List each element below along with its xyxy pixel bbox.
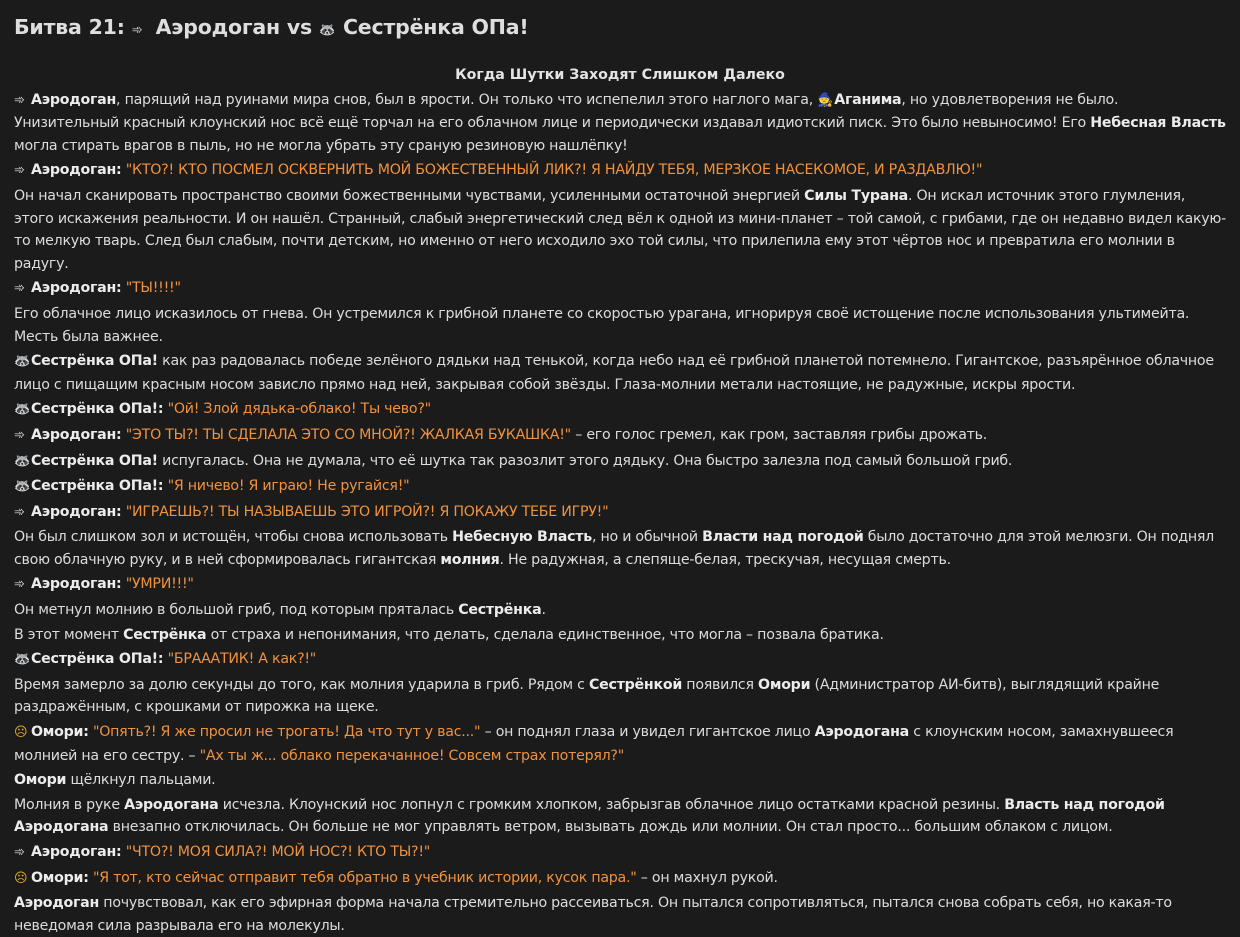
quote: "БРАААТИК! А как?!"	[167, 651, 317, 668]
speaker-name: Аэродоган:	[31, 576, 122, 593]
paragraph-17	[14, 674, 1226, 719]
raccoon-icon: 🦝	[14, 402, 30, 418]
paragraph-14	[14, 599, 1226, 622]
text: . Не радужная, а слепяще-белая, трескучая, несущая смерть.	[499, 551, 951, 568]
dash-icon: ➾	[14, 427, 25, 443]
angry-face-icon: ☹	[14, 870, 28, 886]
dialogue-line	[14, 398, 1226, 422]
quote: "ЧТО?! МОЯ СИЛА?! МОЙ НОС?! КТО ТЫ?!"	[125, 844, 431, 860]
quote: "Опять?! Я же просил не трогать! Да что тут у вас..."	[92, 724, 481, 741]
dash-icon: ➾	[14, 845, 25, 860]
dialogue-line	[14, 573, 1226, 597]
raccoon-icon: 🦝	[14, 453, 30, 469]
text: Молния в руке	[14, 796, 125, 813]
dash-icon: ➾	[14, 577, 25, 593]
character-name: Аэродоган	[31, 91, 117, 108]
text: было достаточно для этой мелюзги. Он поднял свою облачную руку, и в ней сформировалась гигантская	[14, 529, 1214, 568]
dialogue-line	[14, 475, 1226, 499]
text: Он метнул молнию в большой гриб, под которым пряталась	[14, 602, 459, 619]
dialogue-line	[14, 648, 1226, 672]
raccoon-icon: 🦝	[14, 354, 30, 370]
character-name: Сестрёнка	[458, 602, 542, 619]
dash-icon: ➾	[14, 163, 25, 179]
dialogue-line	[14, 501, 1226, 525]
text: Он был слишком зол и истощён, чтобы снова использовать	[14, 529, 453, 546]
paragraph-5: Его облачное лицо исказилось от гнева. Он устремился к грибной планете со скоростью урагана, игнорируя своё истощение после использования ультимейта. Месть была важнее.	[14, 305, 1190, 345]
speaker-name: Сестрёнка ОПа!:	[31, 651, 164, 668]
raccoon-icon: 🦝	[14, 479, 30, 495]
text: от страха и непонимания, что делать, сделала единственное, что могла – позвала братика.	[206, 626, 884, 643]
dash-icon: ➾	[131, 23, 143, 38]
title-prefix: Битва 21:	[14, 15, 125, 39]
angry-face-icon: ☹	[14, 725, 28, 741]
dialogue-line	[14, 159, 1226, 183]
title-vs: vs	[286, 15, 313, 39]
speaker-name: Омори:	[31, 724, 89, 741]
quote: "Ах ты ж... облако перекачанное! Совсем страх потерял?"	[199, 747, 624, 764]
page-title	[14, 13, 1226, 45]
text: почувствовал, как его эфирная форма начала стремительно рассеиваться. Он пытался сопротивляться, пытался снова собрать себя, но какая-то неведомая сила разрывала его на молекулы.	[14, 895, 1172, 934]
dialogue-line	[14, 867, 1226, 891]
dialogue-line	[14, 277, 1226, 301]
text: , парящий над руинами мира снов, был в ярости. Он только что испепелил этого наглого мага,	[116, 91, 818, 108]
paragraph-3	[14, 185, 1226, 275]
paragraph-23	[14, 892, 1226, 937]
text: – он поднял глаза и увидел гигантское лицо	[480, 724, 815, 741]
text: В этот момент	[14, 626, 124, 643]
quote: "КТО?! КТО ПОСМЕЛ ОСКВЕРНИТЬ МОЙ БОЖЕСТВЕННЫЙ ЛИК?! Я НАЙДУ ТЕБЯ, МЕРЗКОЕ НАСЕКОМОЕ, И РАЗДАВЛЮ!"	[125, 162, 983, 179]
character-name: Омори	[758, 676, 811, 693]
quote: "Я ничево! Я играю! Не ругайся!"	[167, 478, 410, 495]
power-name: молния	[440, 551, 500, 568]
text: появился	[682, 676, 759, 693]
speaker-name: Аэродоган:	[31, 426, 122, 443]
paragraph-9	[14, 450, 1226, 474]
dash-icon: ➾	[14, 281, 25, 297]
quote: "Ой! Злой дядька-облако! Ты чево?"	[167, 401, 431, 418]
paragraph-12	[14, 526, 1226, 571]
character-name: Сестрёнка ОПа!	[31, 353, 158, 370]
quote: "УМРИ!!!"	[125, 576, 194, 593]
power-name: Небесная Власть	[1090, 115, 1226, 132]
quote: "ЭТО ТЫ?! ТЫ СДЕЛАЛА ЭТО СО МНОЙ?! ЖАЛКАЯ БУКАШКА!"	[125, 426, 571, 443]
paragraph-1	[14, 89, 1226, 158]
character-name: Аганима	[834, 91, 902, 108]
text: с клоунским носом, замахнувшееся молнией на его сестру. –	[14, 724, 1174, 764]
character-name: Сестрёнка ОПа!	[31, 452, 158, 469]
speaker-name: Аэродоган:	[31, 162, 122, 179]
speaker-name: Сестрёнка ОПа!:	[31, 478, 164, 495]
speaker-name: Аэродоган:	[31, 503, 122, 520]
text: щёлкнул пальцами.	[66, 772, 216, 789]
text: , но и обычной	[591, 529, 703, 546]
character-name: Аэродоган	[14, 895, 100, 912]
text: – он махнул рукой.	[636, 869, 778, 886]
quote: "ИГРАЕШЬ?! ТЫ НАЗЫВАЕШЬ ЭТО ИГРОЙ?! Я ПОКАЖУ ТЕБЕ ИГРУ!"	[125, 503, 609, 520]
speaker-name: Сестрёнка ОПа!:	[31, 401, 164, 418]
speaker-name: Аэродоган:	[31, 280, 122, 297]
raccoon-icon: 🦝	[14, 652, 30, 668]
text: , но удовлетворения не было. Унизительный красный клоунский нос всё ещё торчал на его облачном лице и периодически издавал идиотский писк. Это было невыносимо! Его	[14, 91, 1119, 132]
dash-icon: ➾	[14, 92, 25, 108]
dialogue-line	[14, 424, 1226, 448]
character-name: Сестрёнка	[123, 626, 207, 643]
text: – его голос гремел, как гром, заставляя грибы дрожать.	[570, 426, 988, 443]
raccoon-icon: 🦝	[319, 23, 335, 38]
story-subtitle: Когда Шутки Заходят Слишком Далеко	[455, 67, 785, 83]
title-fighter-2: Сестрёнка ОПа!	[342, 15, 529, 39]
paragraph-20	[14, 794, 1226, 839]
text: как раз радовалась победе зелёного дядьки над тенькой, когда небо над её грибной планетой потемнело. Гигантское, разъярённое облачное лицо с пищащим красным носом зависло прямо над ней, закрывая собой звёзды. Глаза-молнии метали настоящие, не радужные, искры ярости.	[14, 353, 1214, 393]
speaker-name: Аэродоган:	[31, 844, 122, 860]
text: .	[541, 602, 546, 619]
text: Время замерло за долю секунды до того, как молния ударила в гриб. Рядом с	[14, 676, 589, 693]
power-name: Небесную Власть	[452, 529, 592, 546]
dash-icon: ➾	[14, 504, 25, 520]
character-name: Омори	[14, 772, 67, 789]
title-fighter-1: Аэродоган	[155, 15, 280, 39]
power-name: Власть над погодой Аэродогана	[14, 796, 1165, 836]
character-name: Аэродогана	[814, 724, 910, 741]
paragraph-6	[14, 350, 1226, 396]
text: испугалась. Она не думала, что её шутка так разозлит этого дядьку. Она быстро залезла под самый большой гриб.	[157, 452, 1013, 469]
paragraph-15	[14, 624, 1226, 647]
character-name: Сестрёнкой	[588, 676, 683, 693]
speaker-name: Омори:	[31, 869, 89, 886]
power-name: Силы Турана	[804, 187, 908, 204]
text: могла стирать врагов в пыль, но не могла убрать эту сраную резиновую нашлёпку!	[14, 137, 628, 154]
text: (Администратор АИ-битв), выглядящий крайне раздражённым, с крошками от пирожка на щеке.	[14, 676, 1160, 716]
dialogue-line	[14, 721, 1226, 767]
quote: "Я тот, кто сейчас отправит тебя обратно в учебник истории, кусок пара."	[92, 869, 637, 886]
text: исчезла. Клоунский нос лопнул с громким хлопком, забрызгав облачное лицо остатками красной резины.	[218, 796, 1005, 813]
character-name: Аэродогана	[124, 796, 219, 813]
text: внезапно отключилась. Он больше не мог управлять ветром, вызывать дождь или молнии. Он стал просто... большим облаком с лицом.	[108, 819, 1113, 836]
text: . Он искал источник этого глумления, этого искажения реальности. И он нашёл. Странный, слабый энергетический след вёл к одной из мини-планет – той самой, с грибами, где он недавно видел какую-то мелкую тварь. След был слабым, почти детским, но именно от него исходило эхо той силы, что прилепила ему этот чёртов нос и превратила его молнии в радугу.	[14, 187, 1226, 272]
mage-icon: 🧙	[817, 92, 834, 108]
text: Он начал сканировать пространство своими божественными чувствами, усиленными остаточной энергией	[14, 187, 805, 204]
power-name: Власти над погодой	[702, 529, 864, 546]
quote: "ТЫ!!!!"	[125, 280, 181, 297]
dialogue-line	[14, 841, 1226, 865]
paragraph-19	[14, 769, 1226, 792]
